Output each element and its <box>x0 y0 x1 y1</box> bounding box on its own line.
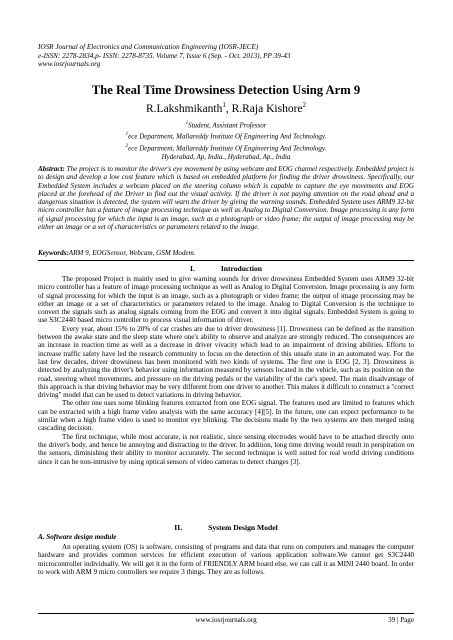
keywords-text: ARM 9, EOGSensor, Webcam, GSM Modem. <box>68 249 196 257</box>
section-2-title: System Design Model <box>208 523 278 532</box>
author-separator: , <box>225 102 232 115</box>
keywords-label: Keywords: <box>38 249 69 257</box>
footer-url: www.iosrjournals.org <box>195 616 257 624</box>
journal-website: www.iosrjournals.org <box>38 60 101 69</box>
author-2-sup: 2 <box>302 101 306 109</box>
page-number: 39 | Page <box>388 616 414 624</box>
journal-name: IOSR Journal of Electronics and Communication Engineering (IOSR-JECE) <box>38 43 259 51</box>
journal-issn: e-ISSN: 2278-2834,p- ISSN: 2278-8735. Volume 7, Issue 6 (Sep. - Oct. 2013), PP 39-43 <box>38 51 291 60</box>
page-footer <box>38 613 414 624</box>
separator-rule <box>38 260 414 261</box>
abstract-text: The project is to monitor the driver's eye movement by using webcam and EOG channel respectively. Embedded project is to design and develop a low cost feature which is based on embedded platform for finding the driver drowsiness. Specifically, our Embedded System includes a webcam placed on the steering column which is capable to capture the eye movements and EOG placed at the forehead of the Driver to find out the visual activity. If the driver is not paying attention on the road ahead and a dangerous situation is detected, the system will warn the driver by giving the warning sounds. Embedded System uses ARM9 32-bit micro controller has a feature of image processing technique as well as Analog to Digital Conversion. Image processing is any form of signal processing for which the input is an image, such as a photograph or video frame; the output of image processing may be either an image or a set of characteristics or parameters related to the image. <box>38 165 414 232</box>
section-1-body <box>38 275 414 466</box>
paragraph: An operating system (OS) is software, consisting of programs and data that runs on computers and manages the computer hardware and provides common services for efficient execution of various application software.We cannot get S3C2440 microcontroller individually. We will get it in the form of FRIENDLY ARM board else, we can call it as MINI 2440 board. In order to work with ARM 9 micro controllers we require 3 things. They are as follows. <box>38 543 414 576</box>
author-line <box>38 101 414 115</box>
section-1-number: I. <box>189 264 195 273</box>
affiliation-2: ece Department, Mallareddy Institute Of Engineering And Technology. <box>128 143 327 152</box>
abstract <box>38 165 414 231</box>
abstract-label: Abstract: <box>38 165 65 173</box>
paragraph: The other one uses some blinking features extracted from one EOG signal. The features used are limited to features which can be extracted with a high frame video analysis with the same accuracy [4][5]. In the future, one can expect performance to be similar when a high frame video is used to monitor eye blinking. The decisions made by the two systems are then merged using cascading decision. <box>38 399 414 433</box>
author-1-sup: 1 <box>222 101 226 109</box>
section-1-heading <box>38 264 414 273</box>
subsection-a-title: A. Software design module <box>38 533 117 541</box>
paragraph: The proposed Project is mainly used to give warning sounds for driver drowsiness Embedded System uses ARM9 32-bit micro controller has a feature of image processing technique as well as Analog to Digital Conversion. Image processing is any form of signal processing for which the input is an image, such as a photograph or video frame; the output of image processing may be either an image or a set of characteristics or parameters related to the image. Analog to Digital Conversion is the technique to convert the signals such as analog signals coming from the EOG and convert it into digital signals. Embedded System is going to use S3C2440 based micro controller to process visual information of driver. <box>38 275 414 325</box>
paragraph: The first technique, while most accurate, is not realistic, since sensing electrodes would have to be attached directly onto the driver's body, and hence be annoying and distracting to the driver. In addition, long time driving would result in perspiration on the sensors, diminishing their ability to monitor accurately. The second technique is well suited for real world driving conditions since it can be non-intrusive by using optical sensors of video cameras to detect changes [3]. <box>38 432 414 466</box>
author-1: R.Lakshmikanth <box>146 102 223 115</box>
affiliations: $^1$Student, Assistant Professor $^1$ece Department, Mallareddy Institute Of Engineering And Technology. $^2$ece Department, Mallareddy Institute Of Engineering And Technology. Hyderabad, Ap, India., Hyderabad, Ap., India <box>125 121 327 161</box>
keywords <box>38 249 414 257</box>
section-2-number: II. <box>174 523 183 532</box>
paragraph: Every year, about 15% to 20% of car crashes are due to driver drowsiness [1]. Drowsiness can be defined as the transition between the awake state and the sleep state where one's ability to observe and analyze are strongly reduced. The consequences are an increase in reaction time as well as a decrease in driver vivacity which lead to an impairment of driving abilities. Efforts to increase traffic safety have led the research community to focus on the detection of this unsafe state in an automated way. For the last few decades, driver drowsiness has been monitored with two kinds of systems. The first one is EOG [2, 3]. Drowsiness is detected by analyzing the driver's behavior using information measured by sensors located in the vehicle, such as its position on the road, steering wheel movements, and pressure on the driving pedals or the variability of the car's speed. The main disadvantage of this approach is that driving behavior may be very different from one driver to another. This makes it difficult to construct a "correct driving" model that can be used to detect variations in driving behavior. <box>38 324 414 400</box>
section-1-title: Introduction <box>220 264 263 273</box>
affiliation-1: ece Department, Mallareddy Institute Of Engineering And Technology. <box>128 132 327 141</box>
section-2-body <box>38 543 414 576</box>
author-roles: Student, Assistant Professor <box>188 121 267 130</box>
affiliation-location: Hyderabad, Ap, India., Hyderabad, Ap., India <box>161 152 291 161</box>
section-2-heading <box>38 523 414 532</box>
paper-title: The Real Time Drowsiness Detection Using Arm 9 <box>91 83 361 97</box>
journal-header <box>38 43 290 69</box>
author-2: R.Raja Kishore <box>231 102 303 115</box>
